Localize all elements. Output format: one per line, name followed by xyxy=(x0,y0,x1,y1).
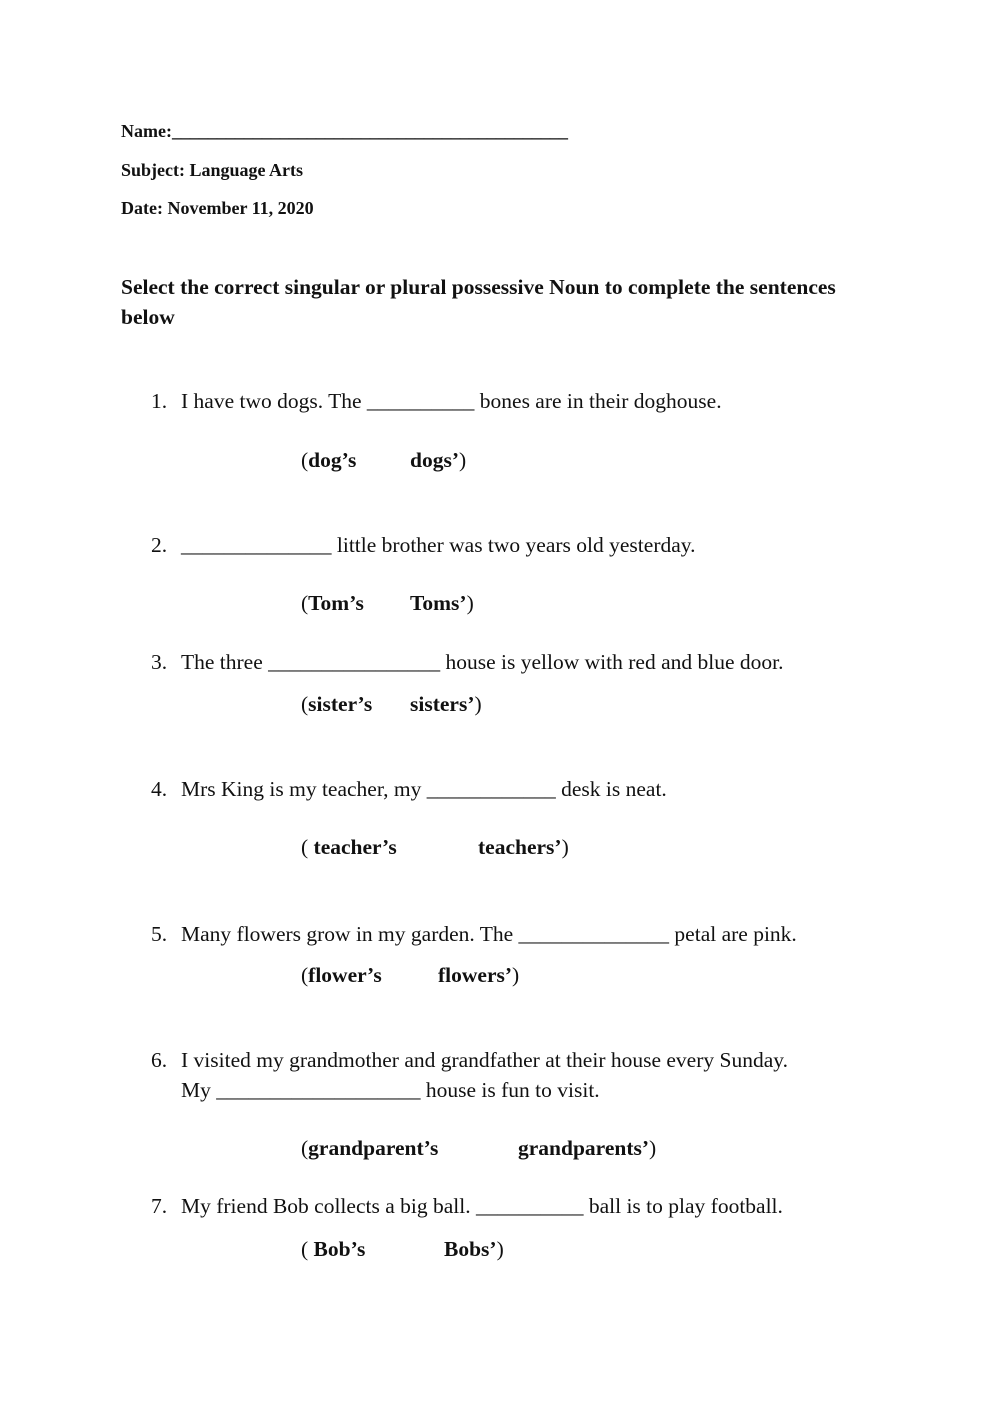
option-singular[interactable]: (Tom’s xyxy=(301,591,364,615)
question-number: 3. xyxy=(151,650,168,674)
subject-label: Subject: Language Arts xyxy=(121,160,304,180)
instructions: Select the correct singular or plural possessive Noun to complete the sentences below xyxy=(121,275,836,329)
question-text: Many flowers grow in my garden. The ______________ petal are pink. xyxy=(181,922,797,946)
option-plural[interactable]: Toms’) xyxy=(410,591,474,615)
question-number: 7. xyxy=(151,1194,168,1218)
question-text-line2: My ___________________ house is fun to visit. xyxy=(181,1078,600,1102)
question-text: My friend Bob collects a big ball. __________ ball is to play football. xyxy=(181,1194,783,1218)
question-number: 5. xyxy=(151,922,168,946)
question-text: ______________ little brother was two years old yesterday. xyxy=(181,533,696,557)
name-field[interactable]: Name:____________________________________________ xyxy=(121,121,568,141)
option-singular[interactable]: (flower’s xyxy=(301,963,382,987)
option-plural[interactable]: Bobs’) xyxy=(444,1237,504,1261)
option-singular[interactable]: (sister’s xyxy=(301,692,373,716)
question-number: 2. xyxy=(151,533,168,557)
question-number: 6. xyxy=(151,1048,168,1072)
option-singular[interactable]: (grandparent’s xyxy=(301,1136,439,1160)
question-text: I have two dogs. The __________ bones are in their doghouse. xyxy=(181,389,722,413)
option-plural[interactable]: sisters’) xyxy=(410,692,482,716)
question-text-line1: I visited my grandmother and grandfather at their house every Sunday. xyxy=(181,1048,788,1072)
question-text: The three ________________ house is yellow with red and blue door. xyxy=(181,650,784,674)
question-text: Mrs King is my teacher, my ____________ desk is neat. xyxy=(181,777,667,801)
option-singular[interactable]: (dog’s xyxy=(301,448,357,472)
date-label: Date: November 11, 2020 xyxy=(121,198,314,218)
option-plural[interactable]: grandparents’) xyxy=(518,1136,657,1160)
option-singular[interactable]: ( teacher’s xyxy=(301,835,397,859)
option-plural[interactable]: teachers’) xyxy=(478,835,569,859)
option-plural[interactable]: flowers’) xyxy=(438,963,520,987)
question-number: 1. xyxy=(151,389,168,413)
option-plural[interactable]: dogs’) xyxy=(410,448,467,472)
question-number: 4. xyxy=(151,777,168,801)
option-singular[interactable]: ( Bob’s xyxy=(301,1237,366,1261)
